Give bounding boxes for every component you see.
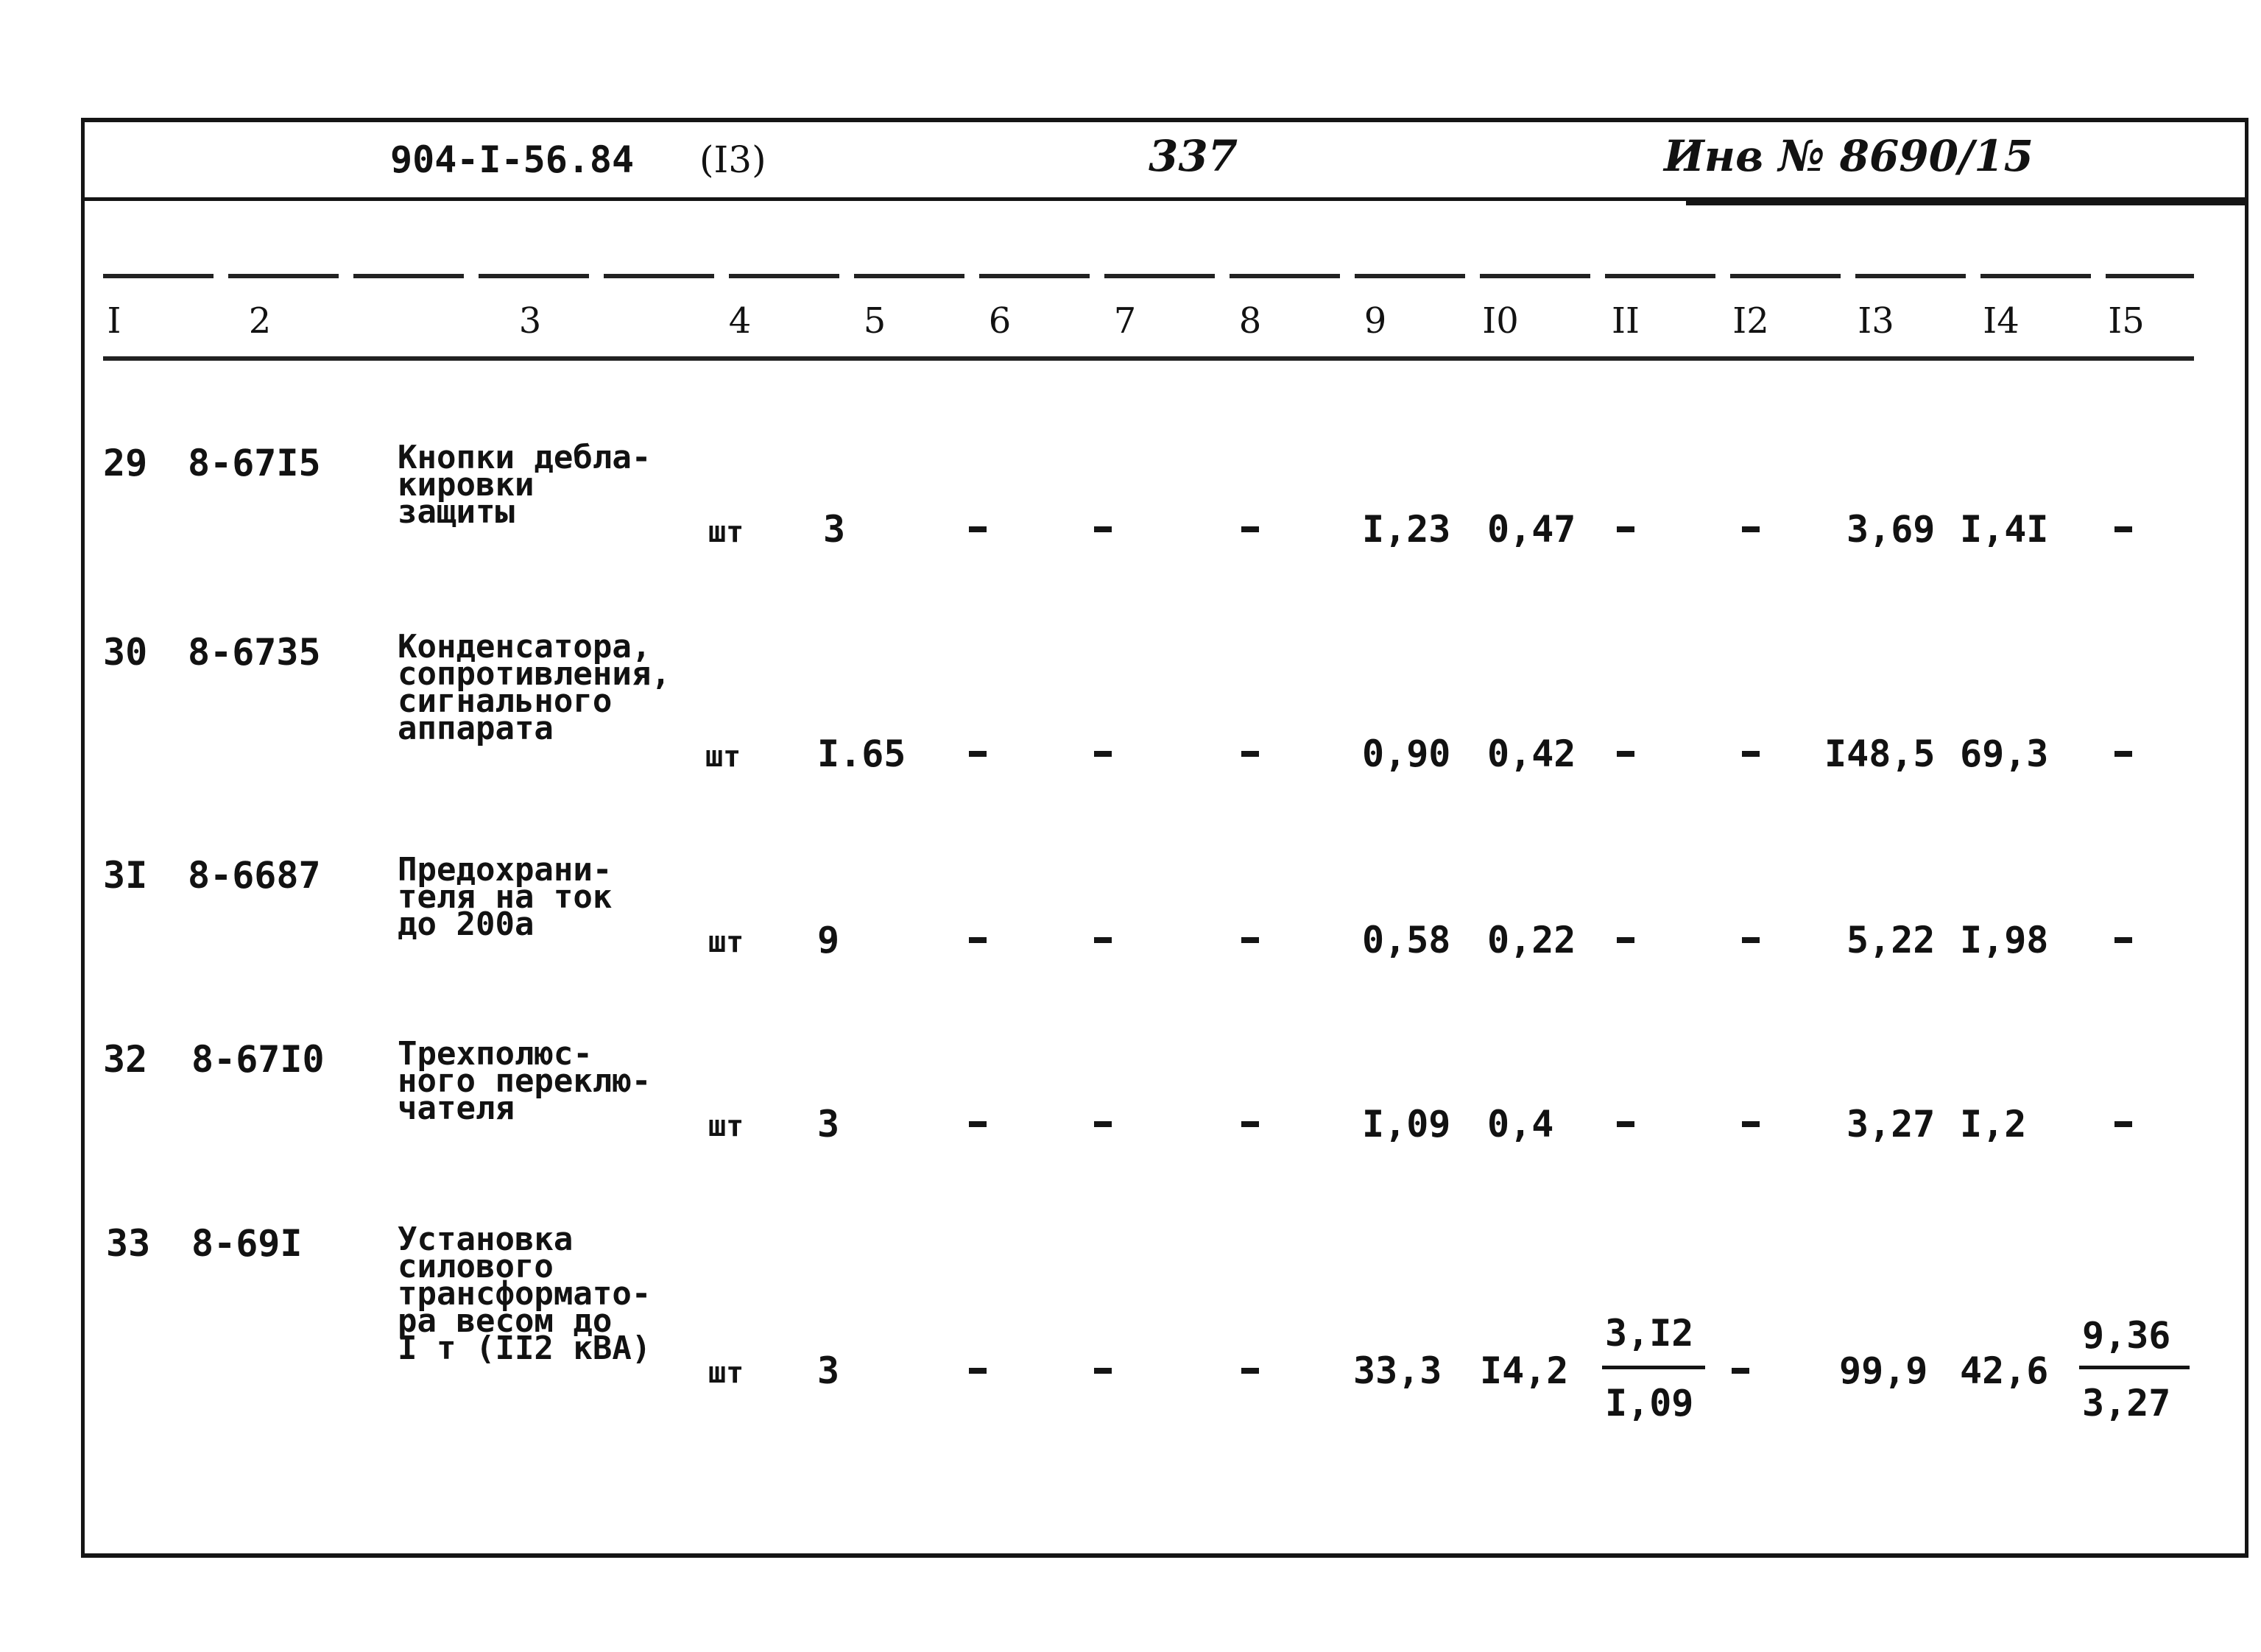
- value-col14: I,98: [1960, 919, 2049, 961]
- value-col10: 0,22: [1487, 919, 1576, 961]
- row-number: 30: [103, 631, 148, 674]
- value-col9: 0,58: [1362, 919, 1451, 961]
- dash: [1094, 751, 1112, 757]
- column-number: 8: [1238, 300, 1262, 342]
- row-number: 33: [106, 1222, 151, 1265]
- column-number: 9: [1364, 300, 1387, 342]
- value-col14: 42,6: [1960, 1349, 2049, 1392]
- value-col14: I,2: [1960, 1103, 2027, 1146]
- unit: шт: [708, 515, 744, 549]
- value-col9: 33,3: [1353, 1349, 1442, 1392]
- unit: шт: [708, 1109, 744, 1143]
- dash: [969, 1368, 987, 1374]
- dash: [1742, 1121, 1760, 1127]
- dash: [1241, 1121, 1259, 1127]
- value-col10: 0,4: [1487, 1103, 1554, 1146]
- dash: [2114, 526, 2132, 532]
- column-number: 4: [728, 300, 752, 342]
- column-number: 7: [1113, 300, 1137, 342]
- quantity: 3: [817, 1349, 840, 1392]
- page-number: 337: [1149, 131, 1238, 181]
- column-number: I3: [1858, 300, 1894, 342]
- dash: [1617, 751, 1634, 757]
- dash: [2114, 1121, 2132, 1127]
- item-description: Предохрани- теля на ток до 200а: [398, 851, 613, 943]
- value-col15-denominator: 3,27: [2082, 1382, 2171, 1425]
- doc-code: 904-I-56.84: [390, 138, 635, 181]
- dash: [1742, 937, 1760, 943]
- dash: [1742, 751, 1760, 757]
- dash: [1241, 937, 1259, 943]
- dash: [1094, 1368, 1112, 1374]
- inventory-underline: [1686, 199, 2248, 205]
- row-number: 32: [103, 1038, 148, 1081]
- inventory-number: Инв № 8690/15: [1664, 131, 2034, 181]
- dash: [1742, 526, 1760, 532]
- value-col13: I48,5: [1824, 733, 1936, 775]
- column-number: I2: [1732, 300, 1769, 342]
- row-number: 3I: [103, 854, 148, 897]
- dash: [969, 751, 987, 757]
- quantity: 3: [817, 1103, 840, 1146]
- row-number: 29: [103, 442, 148, 484]
- column-number: 3: [518, 300, 542, 342]
- dash: [2114, 751, 2132, 757]
- column-header-bottom-rule: [103, 356, 2194, 361]
- dash: [969, 937, 987, 943]
- value-col9: 0,90: [1362, 733, 1451, 775]
- item-description: Кнопки дебла- кировки защиты: [398, 439, 652, 531]
- value-col10: 0,42: [1487, 733, 1576, 775]
- value-col11-denominator: I,09: [1605, 1382, 1694, 1425]
- dash: [1617, 526, 1634, 532]
- unit: шт: [708, 925, 744, 959]
- rate-code: 8-69I: [191, 1222, 303, 1265]
- fraction-line: [2079, 1366, 2190, 1369]
- value-col14: 69,3: [1960, 733, 2049, 775]
- dash: [969, 526, 987, 532]
- value-col15-numerator: 9,36: [2082, 1314, 2171, 1357]
- dash: [1241, 751, 1259, 757]
- unit: шт: [705, 740, 741, 774]
- column-number: I: [107, 300, 121, 342]
- sheet-code: (I3): [699, 138, 766, 181]
- dash: [1094, 526, 1112, 532]
- item-description: Конденсатора, сопротивления, сигнального аппарата: [398, 628, 671, 747]
- dash: [1732, 1368, 1749, 1374]
- value-col11-numerator: 3,I2: [1605, 1312, 1694, 1355]
- rate-code: 8-6735: [188, 631, 321, 674]
- rate-code: 8-6687: [188, 854, 321, 897]
- column-number: II: [1612, 300, 1640, 342]
- column-number: 6: [988, 300, 1012, 342]
- dash: [1617, 937, 1634, 943]
- dash: [1617, 1121, 1634, 1127]
- column-number: I5: [2108, 300, 2145, 342]
- item-description: Установка силового трансформато- ра весом до I т (II2 кВА): [398, 1221, 652, 1367]
- dash: [1241, 526, 1259, 532]
- rate-code: 8-67I0: [191, 1038, 325, 1081]
- value-col14: I,4I: [1960, 508, 2049, 551]
- quantity: 3: [823, 508, 846, 551]
- value-col13: 99,9: [1839, 1349, 1928, 1392]
- value-col13: 3,27: [1846, 1103, 1936, 1146]
- dash: [1094, 1121, 1112, 1127]
- dash: [1241, 1368, 1259, 1374]
- column-number: 5: [863, 300, 886, 342]
- column-number: I4: [1983, 300, 2020, 342]
- value-col9: I,09: [1362, 1103, 1451, 1146]
- value-col10: I4,2: [1480, 1349, 1569, 1392]
- dash: [1094, 937, 1112, 943]
- value-col13: 5,22: [1846, 919, 1936, 961]
- quantity: I.65: [817, 733, 906, 775]
- value-col10: 0,47: [1487, 508, 1576, 551]
- unit: шт: [708, 1356, 744, 1390]
- column-header-top-rule: [103, 274, 2194, 278]
- item-description: Трехполюс- ного переклю- чателя: [398, 1035, 652, 1127]
- column-number: 2: [248, 300, 272, 342]
- dash: [2114, 937, 2132, 943]
- value-col9: I,23: [1362, 508, 1451, 551]
- column-number: I0: [1482, 300, 1519, 342]
- fraction-line: [1602, 1366, 1705, 1369]
- value-col13: 3,69: [1846, 508, 1936, 551]
- rate-code: 8-67I5: [188, 442, 321, 484]
- quantity: 9: [817, 919, 840, 961]
- dash: [969, 1121, 987, 1127]
